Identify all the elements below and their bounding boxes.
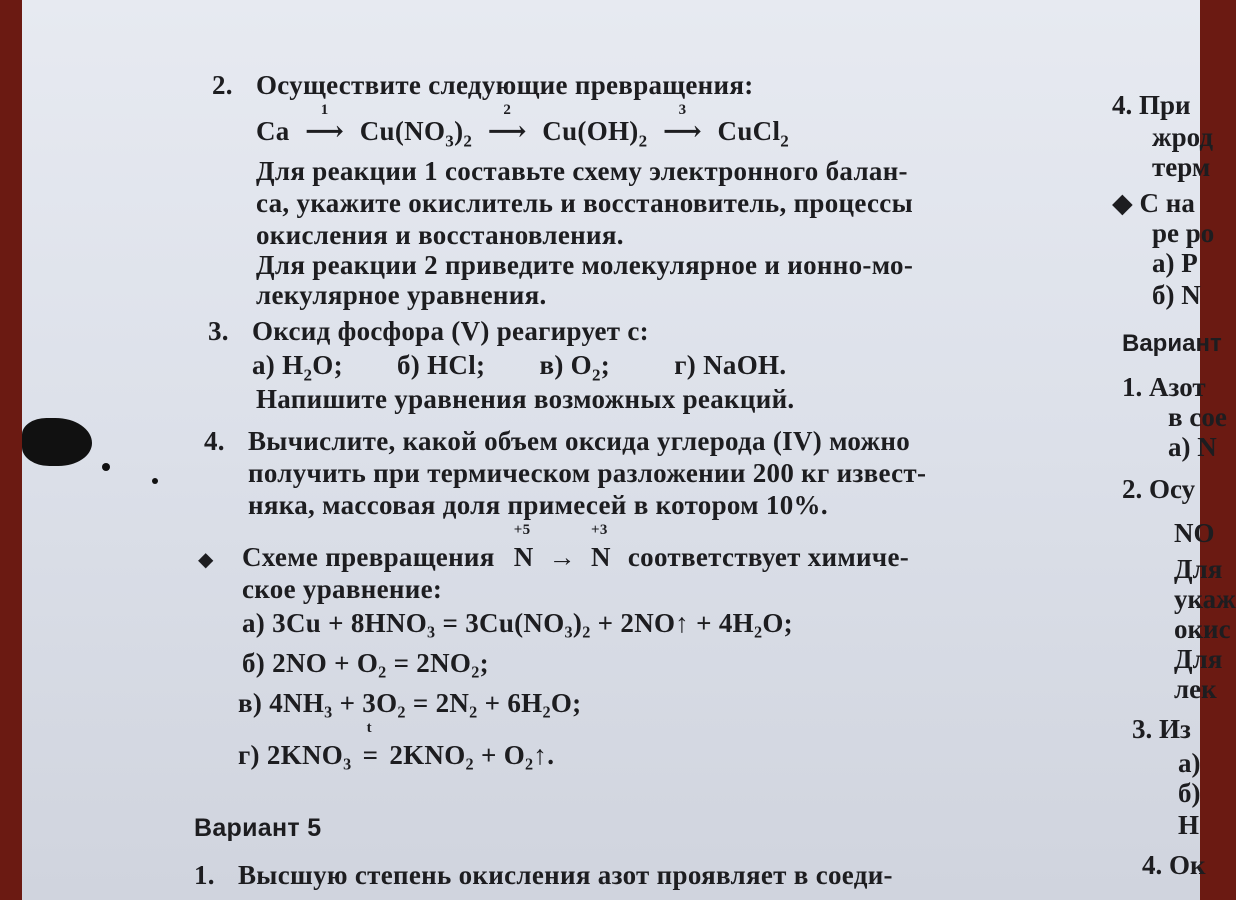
option-text: а) H — [252, 350, 304, 380]
task-title: Осуществите следующие превращения: — [256, 70, 754, 100]
subscript: 2 — [463, 131, 473, 151]
task-title: Оксид фосфора (V) реагирует с: — [252, 316, 649, 346]
fragment-line: NO — [1174, 518, 1215, 548]
task-number: 2. — [212, 70, 233, 100]
paragraph-line: лекулярное уравнения. — [256, 280, 547, 310]
paragraph-text: Схеме превращения — [242, 542, 495, 572]
option-b: б) HCl; — [396, 350, 486, 380]
subscript: 2 — [303, 365, 313, 385]
fragment-line: б) — [1178, 778, 1201, 808]
equation-part: г) 2KNO₃ — [238, 740, 352, 770]
task-number: 3. — [208, 316, 229, 346]
diamond-bullet-icon: ◆ — [198, 549, 214, 571]
heating-mark: t — [366, 720, 372, 736]
arrow: → — [548, 542, 576, 572]
arrow: 3 ⟶ — [654, 116, 710, 147]
formula: Cu(NO — [359, 116, 446, 146]
reaction-scheme — [256, 102, 790, 151]
oxidation-state — [591, 522, 611, 573]
equation-b: б) 2NO + O₂ = 2NO₂; — [242, 648, 489, 678]
fragment-line: жрод — [1152, 122, 1213, 152]
arrow: 1 ⟶ — [297, 116, 353, 147]
option-a — [252, 350, 343, 385]
step-number: 3 — [678, 102, 687, 118]
task4-line — [204, 426, 910, 457]
equation-v: в) 4NH₃ + 3O₂ = 2N₂ + 6H₂O; — [238, 688, 582, 718]
fragment-line: 4. Ок — [1142, 850, 1206, 880]
fragment-line: а) N — [1168, 432, 1217, 462]
variant-heading: Вариант 5 — [194, 814, 322, 842]
bullet-task-line — [198, 522, 910, 573]
option-text: ; — [600, 350, 611, 380]
element: N — [513, 542, 534, 572]
oxidation-state — [513, 522, 534, 573]
fragment-line: лек — [1174, 674, 1217, 704]
element: N — [591, 542, 611, 572]
fragment-line: в сое — [1168, 402, 1227, 432]
paragraph-line: са, укажите окислитель и восстановитель, процессы — [256, 188, 913, 218]
task-number: 1. — [194, 860, 215, 890]
formula: CuCl — [717, 116, 781, 146]
fragment-line: Для — [1174, 554, 1223, 584]
fragment-line: а) P — [1152, 248, 1198, 278]
paragraph-line: Высшую степень окисления азот проявляет в соеди- — [238, 860, 893, 890]
task3-title-line — [208, 316, 649, 347]
fragment-line: 4. При — [1112, 90, 1191, 120]
step-number: 1 — [320, 102, 329, 118]
paragraph-line: окисления и восстановления. — [256, 220, 624, 250]
ink-blot — [22, 418, 92, 466]
oxidation-number: +3 — [591, 522, 608, 538]
subscript: 2 — [780, 131, 790, 151]
variant5-task1-line — [194, 860, 893, 891]
formula: Ca — [256, 116, 290, 146]
fragment-line: а) — [1178, 748, 1201, 778]
fragment-line: б) N — [1152, 280, 1201, 310]
option-v — [539, 350, 611, 385]
fragment-line: Н — [1178, 810, 1200, 840]
fragment-line: терм — [1152, 152, 1211, 182]
fragment-line: 2. Осу — [1122, 474, 1196, 504]
equation-part: 2KNO₂ + O₂↑. — [389, 740, 555, 770]
option-text: в) O — [539, 350, 592, 380]
arrow: 2 ⟶ — [479, 116, 535, 147]
textbook-page — [22, 0, 1236, 900]
fragment-line: ◆ С на — [1112, 188, 1195, 218]
fragment-line: ре ро — [1152, 218, 1215, 248]
fragment-line: окис — [1174, 614, 1231, 644]
ink-dot — [152, 478, 158, 484]
formula: Cu(OH) — [542, 116, 639, 146]
paragraph-line: Вычислите, какой объем оксида углерода (IV) можно — [248, 426, 911, 456]
fragment-line: 1. Азот — [1122, 372, 1206, 402]
option-text: O; — [312, 350, 343, 380]
paragraph-line: Для реакции 2 приведите молекулярное и ионно-мо- — [256, 250, 914, 280]
step-number: 2 — [503, 102, 512, 118]
task-number: 4. — [204, 426, 225, 456]
paragraph-text: соответствует химиче- — [627, 542, 910, 572]
fragment-line: укаж — [1174, 584, 1236, 614]
paragraph-line: ское уравнение: — [242, 574, 443, 604]
oxidation-number: +5 — [513, 522, 531, 538]
answer-options — [252, 350, 786, 385]
fragment-line: Для — [1174, 644, 1223, 674]
fragment-heading: Вариант — [1122, 330, 1222, 357]
option-g: г) NaOH. — [674, 350, 787, 380]
ink-dot — [102, 463, 110, 471]
paragraph-line: Для реакции 1 составьте схему электронного балан- — [256, 156, 908, 186]
equation-g — [238, 720, 555, 771]
subscript: 2 — [591, 365, 601, 385]
formula-part: ) — [454, 116, 464, 146]
task2-title-line — [212, 70, 754, 101]
heating-equals: t = — [362, 720, 379, 770]
task3-instruction: Напишите уравнения возможных реакций. — [256, 384, 795, 414]
subscript: 2 — [638, 131, 648, 151]
paragraph-line: получить при термическом разложении 200 кг извест- — [248, 458, 927, 488]
fragment-line: 3. Из — [1132, 714, 1191, 744]
subscript: 3 — [445, 131, 455, 151]
equation-a: а) 3Cu + 8HNO₃ = 3Cu(NO₃)₂ + 2NO↑ + 4H₂O; — [242, 608, 793, 638]
paragraph-line: няка, массовая доля примесей в котором 10%. — [248, 490, 828, 520]
